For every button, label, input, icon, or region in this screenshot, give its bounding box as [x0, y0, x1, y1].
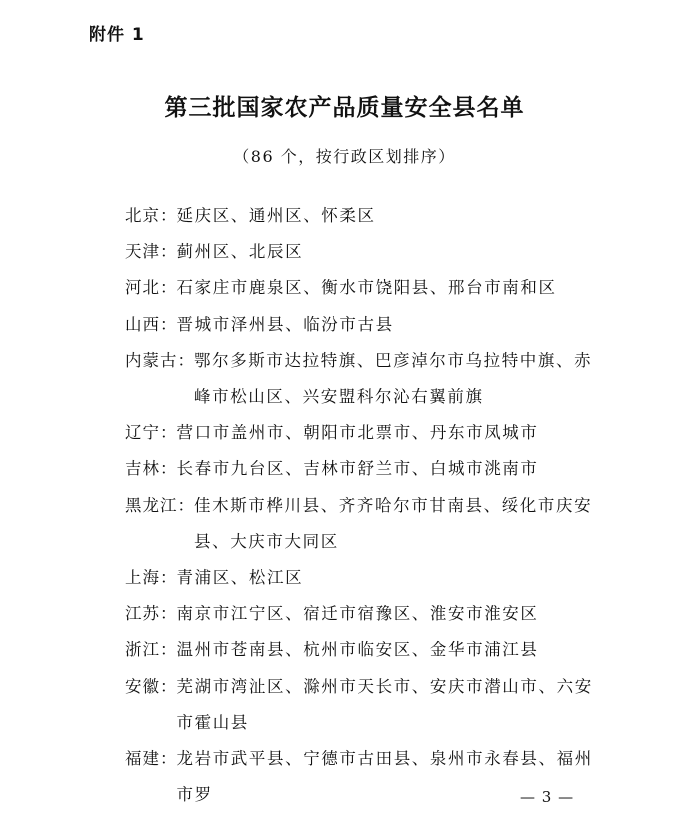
county-names: 龙岩市武平县、宁德市古田县、泉州市永春县、福州市罗	[176, 749, 593, 805]
county-names: 芜湖市湾沚区、滁州市天长市、安庆市潜山市、六安市霍山县	[176, 676, 593, 732]
province-label: 河北	[125, 278, 160, 298]
county-names: 青浦区、松江区	[176, 568, 304, 588]
province-label: 浙江	[125, 640, 160, 660]
county-list	[125, 198, 625, 813]
colon: ：	[177, 350, 194, 370]
province-label: 吉林	[125, 459, 160, 479]
list-item-hebei	[125, 270, 625, 306]
colon: ：	[160, 676, 177, 696]
document-title: 第三批国家农产品质量安全县名单	[164, 95, 525, 121]
province-label: 北京	[125, 206, 160, 225]
colon: ：	[160, 314, 177, 334]
colon: ：	[160, 206, 177, 225]
page-number: — 3 —	[520, 788, 575, 806]
county-names: 营口市盖州市、朝阳市北票市、丹东市凤城市	[176, 423, 539, 443]
county-names: 石家庄市鹿泉区、衡水市饶阳县、邢台市南和区	[176, 278, 557, 298]
list-item-tianjin	[125, 234, 625, 270]
county-names: 晋城市泽州县、临汾市古县	[176, 314, 394, 334]
province-label: 内蒙古	[125, 350, 178, 370]
list-item-liaoning	[125, 415, 625, 451]
list-item-jiangsu	[125, 596, 625, 632]
list-item-shanghai	[125, 560, 625, 596]
province-label: 安徽	[125, 676, 160, 696]
province-label: 江苏	[125, 604, 160, 624]
colon: ：	[160, 242, 177, 262]
list-item-zhejiang	[125, 632, 625, 668]
colon: ：	[177, 495, 194, 515]
county-names: 佳木斯市桦川县、齐齐哈尔市甘南县、绥化市庆安县、大庆市大同区	[194, 495, 593, 551]
colon: ：	[160, 459, 177, 479]
colon: ：	[160, 604, 177, 624]
province-label: 黑龙江	[125, 495, 178, 515]
province-label: 上海	[125, 568, 160, 588]
colon: ：	[160, 278, 177, 298]
colon: ：	[160, 640, 177, 660]
county-names: 南京市江宁区、宿迁市宿豫区、淮安市淮安区	[176, 604, 539, 624]
document-subtitle: （86 个，按行政区划排序）	[233, 147, 456, 166]
province-label: 天津	[125, 242, 160, 262]
list-item-shanxi	[125, 307, 625, 343]
county-names: 温州市苍南县、杭州市临安区、金华市浦江县	[176, 640, 539, 660]
list-item-jilin	[125, 451, 625, 487]
county-names: 鄂尔多斯市达拉特旗、巴彦淖尔市乌拉特中旗、赤峰市松山区、兴安盟科尔沁右翼前旗	[194, 350, 593, 407]
county-names: 长春市九台区、吉林市舒兰市、白城市洮南市	[176, 459, 539, 479]
county-names: 延庆区、通州区、怀柔区	[176, 206, 376, 225]
province-label: 辽宁	[125, 423, 160, 443]
colon: ：	[160, 568, 177, 588]
list-item-beijing	[125, 198, 625, 234]
list-item-anhui	[125, 669, 625, 741]
province-label: 山西	[125, 314, 160, 334]
colon: ：	[160, 749, 177, 769]
list-item-heilongjiang	[125, 488, 625, 560]
county-names: 蓟州区、北辰区	[176, 242, 304, 262]
province-label: 福建	[125, 749, 160, 769]
attachment-label: 附件 1	[89, 25, 145, 45]
colon: ：	[160, 423, 177, 443]
list-item-neimenggu	[125, 343, 625, 415]
